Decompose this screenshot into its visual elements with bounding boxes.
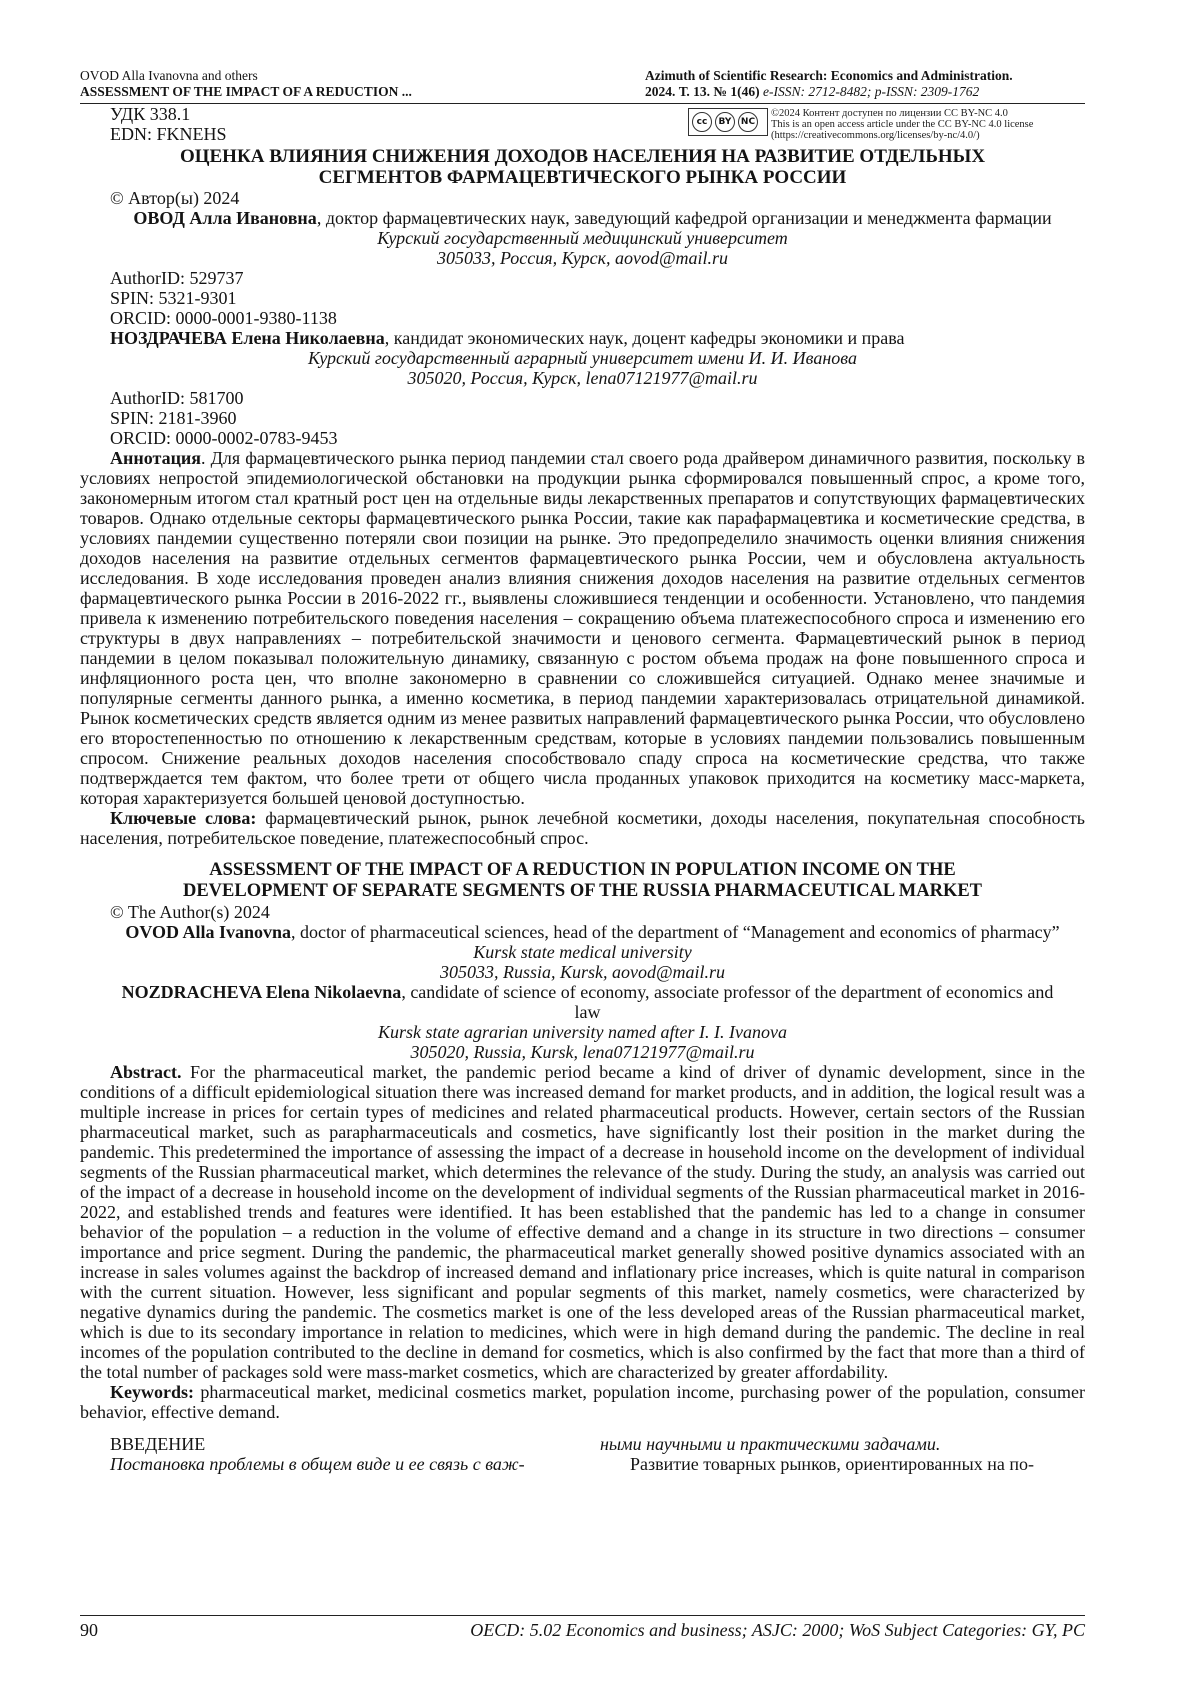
ru-author-2-addr: 305020, Россия, Курск, lena07121977@mail.ru [407, 368, 758, 388]
ru-title [80, 146, 1085, 188]
ru-author-1-addr: 305033, Россия, Курск, aovod@mail.ru [436, 248, 729, 268]
header-left [80, 68, 560, 100]
en-title-line-2: DEVELOPMENT OF SEPARATE SEGMENTS OF THE RUSSIA PHARMACEUTICAL MARKET [182, 881, 983, 901]
article-page [80, 68, 1085, 1474]
page-number: 90 [80, 1620, 98, 1640]
license-url[interactable]: (https://creativecommons.org/licenses/by-nc/4.0/) [771, 130, 980, 141]
ru-author-1-name: ОВОД Алла Ивановна [133, 208, 317, 228]
journal-issn: e-ISSN: 2712-8482; p-ISSN: 2309-1762 [762, 84, 980, 99]
en-abstract [80, 1062, 1085, 1382]
en-author-1-desc: , doctor of pharmaceutical sciences, head of the department of “Management and economics of pharmacy” [291, 922, 1060, 942]
journal-name: Azimuth of Scientific Research: Economics and Administration. [645, 68, 1013, 83]
nc-icon: NC [738, 112, 758, 132]
intro-left-column [80, 1434, 565, 1474]
ru-author-1-desc: , доктор фармацевтических наук, заведующий кафедрой организации и менеджмента фармации [316, 208, 1052, 228]
en-keywords [80, 1382, 1085, 1422]
en-title [80, 860, 1085, 902]
ru-keywords-label: Ключевые слова: [110, 808, 257, 828]
intro-right-italic: ными научными и практическими задачами. [600, 1434, 941, 1454]
intro-columns [80, 1434, 1085, 1474]
en-title-line-1: ASSESSMENT OF THE IMPACT OF A REDUCTION IN POPULATION INCOME ON THE [209, 860, 956, 880]
ru-title-line-1: ОЦЕНКА ВЛИЯНИЯ СНИЖЕНИЯ ДОХОДОВ НАСЕЛЕНИЯ НА РАЗВИТИЕ ОТДЕЛЬНЫХ [179, 146, 986, 167]
header-authors: OVOD Alla Ivanovna and others [80, 68, 258, 83]
ru-author-1-orcid: ORCID: 0000-0001-9380-1138 [110, 308, 337, 328]
subject-classification: OECD: 5.02 Economics and business; ASJC: 2000; WoS Subject Categories: GY, PC [470, 1620, 1085, 1640]
en-author-2-addr: 305020, Russia, Kursk, lena07121977@mail.ru [410, 1042, 755, 1062]
en-author-2 [80, 982, 1085, 1022]
en-author-2-name: NOZDRACHEVA Elena Nikolaevna [121, 982, 402, 1002]
by-icon: BY [715, 112, 735, 132]
en-author-1-name: OVOD Alla Ivanovna [125, 922, 291, 942]
cc-icon: cc [692, 112, 712, 132]
ru-author-1-org: Курский государственный медицинский университет [377, 228, 788, 248]
ru-author-1 [80, 208, 1085, 228]
ru-author-1-authorid: AuthorID: 529737 [110, 268, 244, 288]
header-right [645, 68, 1085, 100]
en-author-1-addr: 305033, Russia, Kursk, aovod@mail.ru [439, 962, 726, 982]
journal-issue: 2024. Т. 13. № 1(46) [645, 84, 760, 99]
ru-author-2-orcid: ORCID: 0000-0002-0783-9453 [110, 428, 338, 448]
ru-title-line-2: СЕГМЕНТОВ ФАРМАЦЕВТИЧЕСКОГО РЫНКА РОССИИ [318, 167, 847, 188]
intro-right-text: Развитие товарных рынков, ориентированных на по- [630, 1454, 1035, 1474]
license-line-en: This is an open access article under the CC BY-NC 4.0 license [771, 119, 1034, 130]
cc-by-nc-badge [688, 108, 768, 136]
ru-abstract [80, 448, 1085, 808]
page-footer [80, 1615, 1085, 1640]
identifiers-row [80, 104, 1085, 146]
license-line-ru: ©2024 Контент доступен по лицензии CC BY-NC 4.0 [771, 108, 1008, 119]
journal-issue-line [645, 84, 1085, 100]
ru-keywords-text: фармацевтический рынок, рынок лечебной косметики, доходы населения, покупательная способность населения, потребительское поведение, платежеспособный спрос. [80, 808, 1085, 848]
running-header [80, 68, 1085, 100]
ru-author-2-spin: SPIN: 2181-3960 [110, 408, 237, 428]
intro-left-text: Постановка проблемы в общем виде и ее связь с важ- [110, 1454, 525, 1474]
ru-author-2-desc: , кандидат экономических наук, доцент кафедры экономики и права [384, 328, 905, 348]
license-text [771, 108, 1033, 141]
en-abstract-text: For the pharmaceutical market, the pandemic period became a kind of driver of dynamic development, since in the conditions of a difficult epidemiological situation there was increased demand for market products, and in addition, the logical result was a multiple increase in prices for certain types of medicines and related pharmaceutical products. However, certain sectors of the Russian pharmaceutical market, such as parapharmaceuticals and cosmetics, have significantly lost their position in the market during the pandemic. This predetermined the importance of assessing the impact of a decrease in household income on the development of individual segments of the Russian pharmaceutical market, which determines the relevance of the study. During the study, an analysis was carried out of the impact of a decrease in household income on the development of individual segments of the Russian pharmaceutical market in 2016-2022, and established trends and features were identified. It has been established that the pandemic has led to a change in consumer behavior of the population – a reduction in the volume of effective demand and a change in its structure in two directions – consumer importance and price segment. During the pandemic, the pharmaceutical market generally showed positive dynamics associated with an increase in sales volumes against the backdrop of increased demand and inflationary price increases, which is quite natural in comparison with the current situation. However, less significant and popular segments of this market, namely cosmetics, were characterized by negative dynamics during the pandemic. The cosmetics market is one of the less developed areas of the Russian pharmaceutical market, which is due to its secondary importance in relation to medicines, which were in high demand during the pandemic. The decline in real incomes of the population contributed to the decline in demand for cosmetics, which is also confirmed by the fact that more than a third of the total number of packages sold were mass-market cosmetics, which are characterized by greater affordability. [80, 1062, 1085, 1382]
header-short-title: ASSESSMENT OF THE IMPACT OF A REDUCTION ... [80, 84, 412, 99]
ru-abstract-text: . Для фармацевтического рынка период пандемии стал своего рода драйвером динамичного развития, поскольку в условиях непростой эпидемиологической обстановки на продукции рынка сформировался повышенный спрос, а кроме того, закономерным итогом стал кратный рост цен на отдельные виды лекарственных препаратов и сопутствующих фармацевтических товаров. Однако отдельные секторы фармацевтического рынка России, такие как парафармацевтика и косметические средства, в условиях пандемии существенно потеряли свои позиции на рынке. Это предопределило значимость оценки влияния снижения доходов населения на развитие отдельных сегментов фармацевтического рынка России, чем и обусловлена актуальность исследования. В ходе исследования проведен анализ влияния снижения доходов населения на развитие отдельных сегментов фармацевтического рынка России в 2016-2022 гг., выявлены сложившиеся тенденции и особенности. Установлено, что пандемия привела к изменению потребительского поведения населения – сокращению объема платежеспособного спроса и изменению его структуры в двух направлениях – потребительской значимости и ценового сегмента. Фармацевтический рынок в период пандемии в целом показывал положительную динамику, связанную с ростом объема продаж на фоне повышенного спроса и инфляционного роста цен, что вполне закономерно в сравнении со сложившейся ситуацией. Однако менее значимые и популярные сегменты данного рынка, а именно косметика, в период пандемии характеризовалась отрицательной динамикой. Рынок косметических средств является одним из менее развитых направлений фармацевтического рынка России, что обусловлено его второстепенностью по отношению к лекарственным средствам, которые в условиях пандемии пользовались повышенным спросом. Снижение реальных доходов населения способствовало спаду спроса на косметические средства, что также подтверждается тем фактом, что более трети от общего числа проданных упаковок приходится на косметику масс-маркета, которая характеризуется большей ценовой доступностью. [80, 448, 1085, 808]
ru-author-2 [80, 328, 1085, 348]
ru-author-2-name: НОЗДРАЧЕВА Елена Николаевна [110, 328, 385, 348]
ru-abstract-label: Аннотация [110, 448, 202, 468]
udk-code: УДК 338.1 [110, 104, 191, 124]
ru-author-2-org: Курский государственный аграрный университет имени И. И. Иванова [308, 348, 857, 368]
ru-keywords [80, 808, 1085, 848]
en-copyright: © The Author(s) 2024 [110, 902, 270, 922]
intro-heading: ВВЕДЕНИЕ [110, 1434, 206, 1454]
en-abstract-label: Abstract. [110, 1062, 182, 1082]
ru-author-2-authorid: AuthorID: 581700 [110, 388, 244, 408]
edn-code: EDN: FKNEHS [110, 124, 227, 144]
license-block [688, 108, 1033, 141]
en-author-2-org: Kursk state agrarian university named after I. I. Ivanova [378, 1022, 787, 1042]
ru-copyright: © Автор(ы) 2024 [110, 188, 240, 208]
en-author-2-desc: , candidate of science of economy, associate professor of the department of economics and law [401, 982, 1054, 1022]
en-keywords-text: pharmaceutical market, medicinal cosmetics market, population income, purchasing power of the population, consumer behavior, effective demand. [80, 1382, 1085, 1422]
en-author-1 [80, 922, 1085, 942]
en-author-1-org: Kursk state medical university [473, 942, 692, 962]
intro-right-column [600, 1434, 1085, 1474]
ru-author-1-spin: SPIN: 5321-9301 [110, 288, 237, 308]
en-keywords-label: Keywords: [110, 1382, 194, 1402]
